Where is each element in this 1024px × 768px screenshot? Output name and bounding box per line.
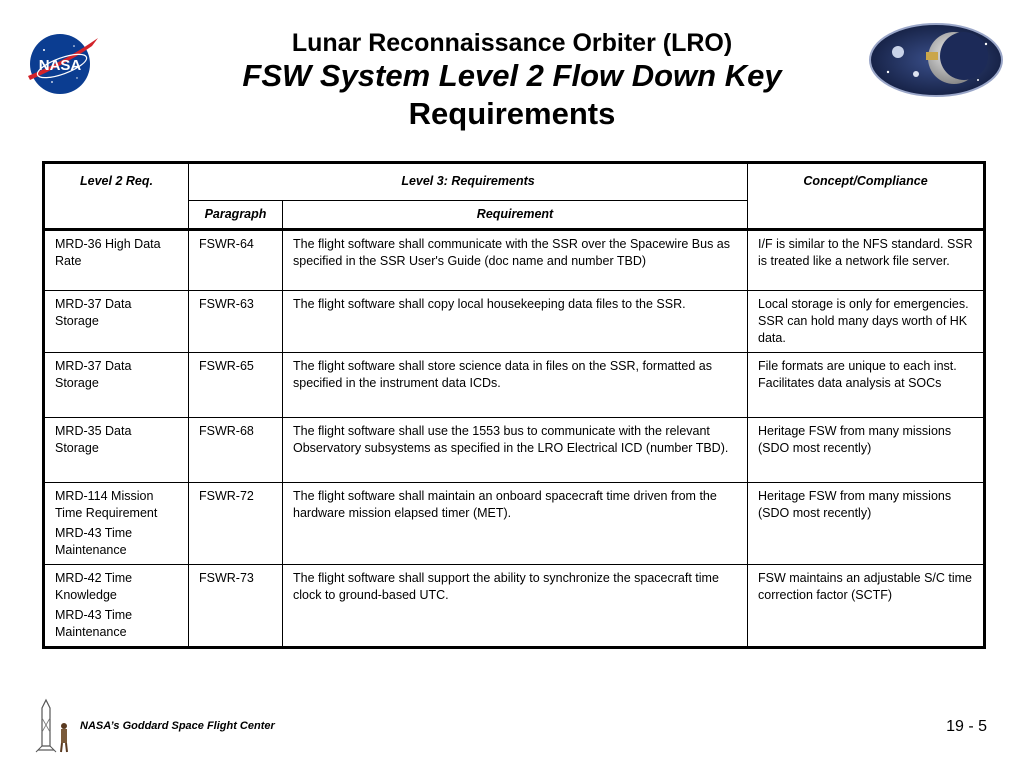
cell-level2: MRD-37 Data Storage — [44, 353, 189, 418]
header-level3: Level 3: Requirements — [189, 163, 748, 201]
table-row — [44, 565, 985, 648]
goddard-rocket-icon — [28, 698, 76, 754]
table-row — [44, 353, 985, 418]
cell-paragraph: FSWR-68 — [189, 418, 283, 483]
cell-paragraph: FSWR-65 — [189, 353, 283, 418]
cell-requirement: The flight software shall use the 1553 bus to communicate with the relevant Observatory subsystems as specified in the LRO Electrical ICD (number TBD). — [283, 418, 748, 483]
cell-level2: MRD-36 High Data Rate — [44, 230, 189, 291]
page-title-line2: FSW System Level 2 Flow Down Key — [242, 58, 782, 93]
page-title-line1: Lunar Reconnaissance Orbiter (LRO) — [291, 29, 733, 57]
header-requirement: Requirement — [283, 201, 748, 230]
nasa-logo — [22, 30, 100, 96]
table-row — [44, 483, 985, 565]
cell-requirement: The flight software shall copy local housekeeping data files to the SSR. — [283, 291, 748, 353]
cell-requirement: The flight software shall maintain an onboard spacecraft time driven from the hardware mission elapsed timer (MET). — [283, 483, 748, 565]
header-paragraph: Paragraph — [189, 201, 283, 230]
cell-concept: Heritage FSW from many missions (SDO most recently) — [748, 483, 985, 565]
cell-concept: File formats are unique to each inst. Facilitates data analysis at SOCs — [748, 353, 985, 418]
cell-requirement: The flight software shall communicate with the SSR over the Spacewire Bus as specified in the SSR User's Guide (doc name and number TBD) — [283, 230, 748, 291]
cell-paragraph: FSWR-72 — [189, 483, 283, 565]
table-row — [44, 230, 985, 291]
cell-level2: MRD-42 Time Knowledge MRD-43 Time Maintenance — [44, 565, 189, 648]
cell-paragraph: FSWR-73 — [189, 565, 283, 648]
cell-requirement: The flight software shall store science data in files on the SSR, formatted as specified in the instrument data ICDs. — [283, 353, 748, 418]
cell-concept: FSW maintains an adjustable S/C time correction factor (SCTF) — [748, 565, 985, 648]
table-row — [44, 291, 985, 353]
cell-paragraph: FSWR-64 — [189, 230, 283, 291]
page-number: 19 - 5 — [946, 718, 987, 735]
cell-requirement: The flight software shall support the ability to synchronize the spacecraft time clock to ground-based UTC. — [283, 565, 748, 648]
cell-concept: I/F is similar to the NFS standard. SSR is treated like a network file server. — [748, 230, 985, 291]
cell-level2: MRD-35 Data Storage — [44, 418, 189, 483]
page-title-line3: Requirements — [408, 96, 616, 131]
requirements-table — [42, 161, 986, 649]
footer-org: NASA’s Goddard Space Flight Center — [80, 720, 275, 732]
header-level2: Level 2 Req. — [44, 163, 189, 230]
cell-level2: MRD-114 Mission Time Requirement MRD-43 Time Maintenance — [44, 483, 189, 565]
cell-paragraph: FSWR-63 — [189, 291, 283, 353]
header-concept: Concept/Compliance — [748, 163, 985, 230]
lro-mission-logo — [868, 22, 1004, 98]
cell-concept: Local storage is only for emergencies. SSR can hold many days worth of HK data. — [748, 291, 985, 353]
nasa-logo-text: NASA — [38, 57, 82, 74]
title-block — [160, 28, 864, 132]
table-row — [44, 418, 985, 483]
cell-level2: MRD-37 Data Storage — [44, 291, 189, 353]
cell-concept: Heritage FSW from many missions (SDO most recently) — [748, 418, 985, 483]
